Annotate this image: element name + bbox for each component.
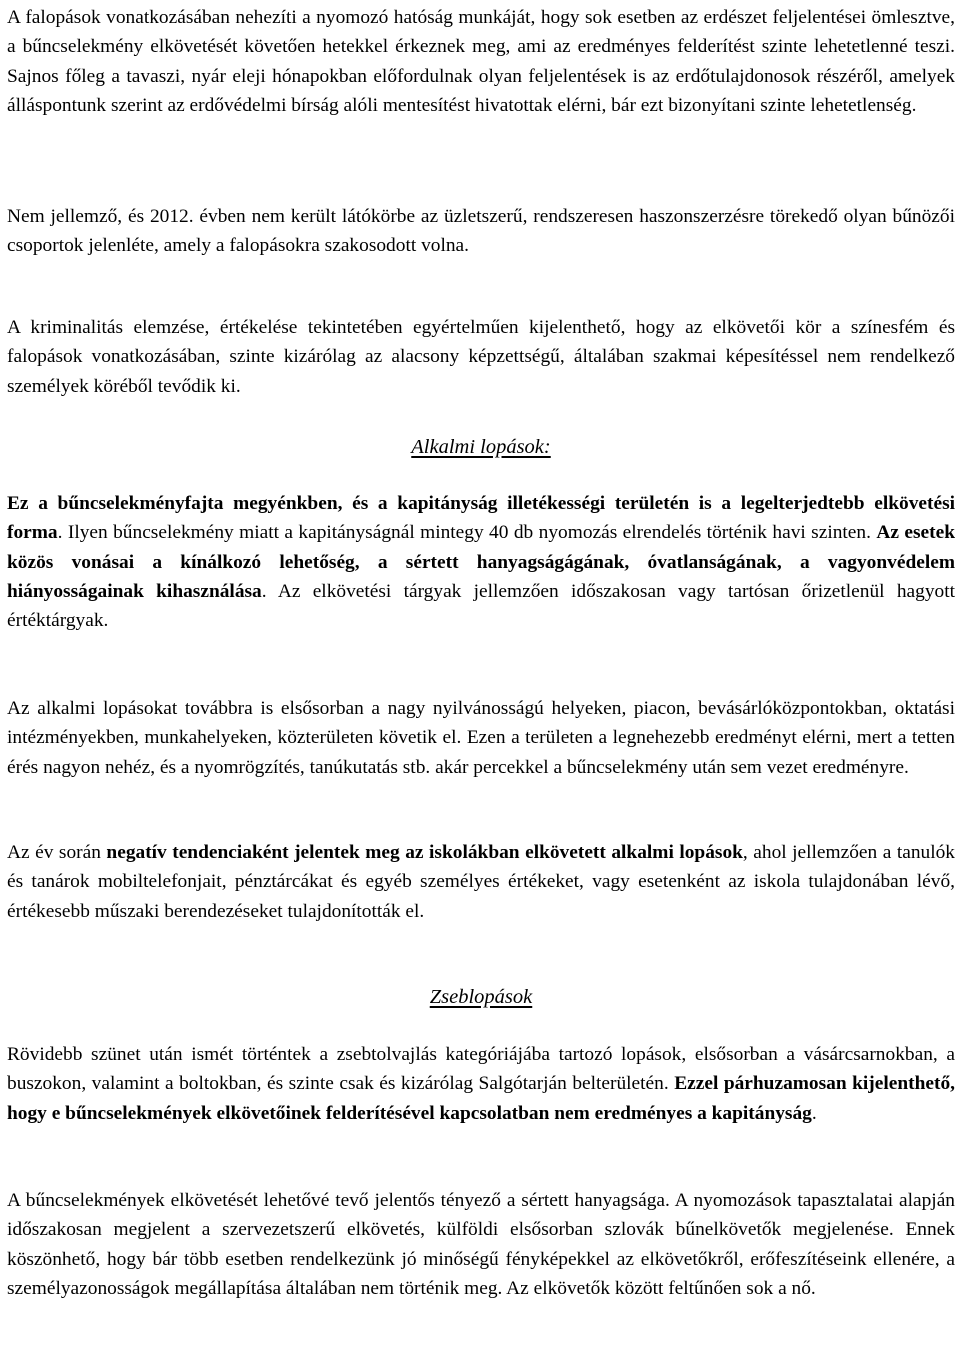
paragraph-zseblopasok (7, 1040, 955, 1128)
paragraph-iskolak (7, 838, 955, 926)
text-span: , ahol jellemzően a tanulók és tanárok mobiltelefonjait, pénztárcákat és egyéb személyes értékeket, vagy esetenként az iskola tulajdonában lévő, értékesebb műszaki berendezéseket tulajdonították el. (7, 842, 955, 922)
paragraph-falopasok: A falopások vonatkozásában nehezíti a nyomozó hatóság munkáját, hogy sok esetben az erdészet feljelentései ömlesztve, a bűncselekmény elkövetését követően hetekkel érkeznek meg, ami az eredményes felderítést szinte lehetetlenné teszi. Sajnos főleg a tavaszi, nyár eleji hónapokban előfordulnak olyan feljelentések is az erdőtulajdonosok részéről, amelyek álláspontunk szerint az erdővédelmi bírság alóli mentesítést hivatottak elérni, bár ezt bizonyítani szinte lehetetlenség. (7, 7, 955, 116)
heading-zseblopasok: Zseblopások (429, 986, 533, 1008)
bold-text: negatív tendenciaként jelentek meg az iskolákban elkövetett alkalmi lopások (106, 842, 743, 863)
text-span: Rövidebb szünet után ismét történtek a zsebtolvajlás kategóriájába tartozó lopások, elsősorban a vásárcsarnokban, a buszokon, valamint a boltokban, és szinte csak és kizárólag Salgótarján belterületén. (7, 1044, 955, 1095)
bold-text: Az esetek közös vonásai a kínálkozó lehetőség, a sértett hanyagságágának, óvatlanságának, a vagyonvédelem hiányosságainak kihasználása (7, 522, 955, 602)
heading-alkalmi-lopasok: Alkalmi lopások: (411, 436, 551, 458)
bold-text: Ezzel párhuzamosan kijelenthető, hogy e bűncselekmények elkövetőinek felderítésével kapcsolatban nem eredményes a kapitányság (7, 1073, 955, 1124)
text-span: . Ilyen bűncselekmény miatt a kapitányságnál mintegy 40 db nyomozás elrendelés történik havi szinten. (57, 522, 877, 544)
paragraph-alkalmi-lopasok (7, 489, 955, 635)
paragraph-nem-jellemzo: Nem jellemző, és 2012. évben nem került látókörbe az üzletszerű, rendszeresen haszonszerzésre törekedő olyan bűnözői csoportok jelenléte, amely a falopásokra szakosodott volna. (7, 206, 955, 257)
bold-text: Ez a bűncselekményfajta megyénkben, és a kapitányság illetékességi területén is a legelterjedtebb elkövetési forma (7, 493, 955, 544)
paragraph-kriminalitas: A kriminalitás elemzése, értékelése tekintetében egyértelműen kijelenthető, hogy az elkövetői kör a színesfém és falopások vonatkozásában, szinte kizárólag az alacsony képzettségű, általában szakmai képesítéssel nem rendelkező személyek köréből tevődik ki. (7, 317, 955, 397)
text-span: . Az elkövetési tárgyak jellemzően időszakosan vagy tartósan őrizetlenül hagyott értéktárgyak. (7, 580, 955, 632)
text-span: . (811, 1102, 817, 1124)
text-span: Az év során (7, 842, 107, 863)
paragraph-sertett-hanyagsaga: A bűncselekmények elkövetését lehetővé tevő jelentős tényező a sértett hanyagsága. A nyomozások tapasztalatai alapján időszakosan megjelent a szervezetszerű elkövetés, külföldi elsősorban szlovák bűnelkövetők megjelenése. Ennek köszönhető, hogy bár több esetben rendelkezünk jó minőségű fényképekkel az elkövetőkről, erőfeszítéseink ellenére, a személyazonosságok megállapítása általában nem történik meg. Az elkövetők között feltűnően sok a nő. (7, 1190, 955, 1299)
paragraph-nagy-nyilvanossag: Az alkalmi lopásokat továbbra is elsősorban a nagy nyilvánosságú helyeken, piacon, bevásárlóközpontokban, oktatási intézményekben, munkahelyeken, közterületen követik el. Ezen a területen a legnehezebb eredményt elérni, mert a tetten érés nagyon nehéz, és a nyomrögzítés, tanúkutatás stb. akár percekkel a bűncselekmény után sem vezet eredményre. (7, 698, 955, 778)
